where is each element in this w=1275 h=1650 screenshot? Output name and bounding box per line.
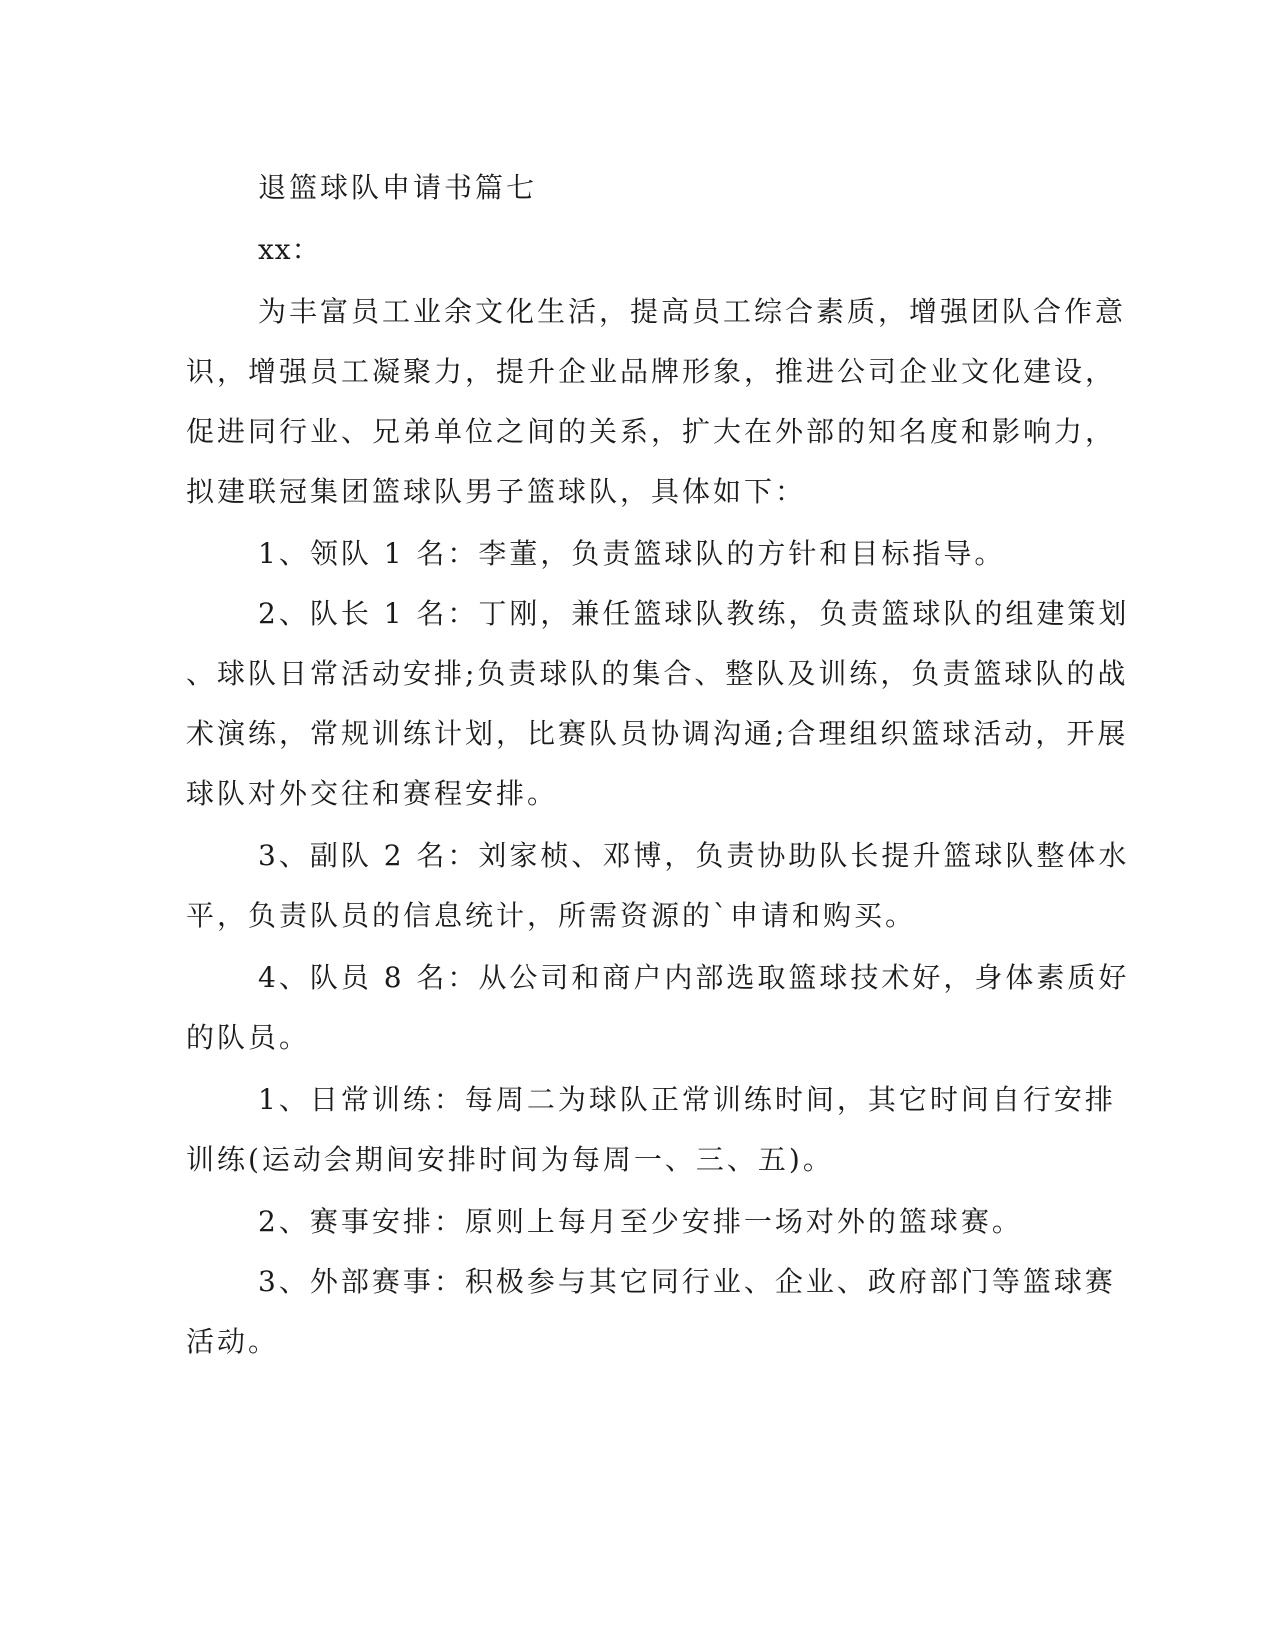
paragraph-line: 的队员。 — [186, 1021, 311, 1054]
salutation: xx： — [258, 233, 321, 266]
list-item-training: 1、日常训练：每周二为球队正常训练时间，其它时间自行安排 — [258, 1083, 1116, 1116]
paragraph-line: 球队对外交往和赛程安排。 — [186, 777, 559, 810]
paragraph-line: 训练(运动会期间安排时间为每周一、三、五)。 — [186, 1143, 834, 1176]
list-item-leader: 1、领队 1 名：李董，负责篮球队的方针和目标指导。 — [258, 537, 1006, 570]
paragraph-line: 拟建联冠集团篮球队男子篮球队，具体如下： — [186, 475, 807, 508]
document-title: 退篮球队申请书篇七 — [258, 171, 538, 204]
paragraph-line: 平，负责队员的信息统计，所需资源的`申请和购买。 — [186, 899, 917, 932]
paragraph-line: 识，增强员工凝聚力，提升企业品牌形象，推进公司企业文化建设， — [186, 355, 1117, 388]
list-item-external: 3、外部赛事：积极参与其它同行业、企业、政府部门等篮球赛 — [258, 1265, 1116, 1298]
paragraph-line: 活动。 — [186, 1325, 280, 1358]
paragraph-line: 术演练，常规训练计划，比赛队员协调沟通;合理组织篮球活动，开展 — [186, 717, 1129, 750]
paragraph-line: 为丰富员工业余文化生活，提高员工综合素质，增强团队合作意 — [258, 295, 1127, 328]
paragraph-line: 促进同行业、兄弟单位之间的关系，扩大在外部的知名度和影响力， — [186, 415, 1117, 448]
list-item-vice: 3、副队 2 名：刘家桢、邓博，负责协助队长提升篮球队整体水 — [258, 839, 1130, 872]
list-item-matches: 2、赛事安排：原则上每月至少安排一场对外的篮球赛。 — [258, 1205, 1023, 1238]
paragraph-line: 、球队日常活动安排;负责球队的集合、整队及训练，负责篮球队的战 — [186, 657, 1129, 690]
list-item-captain: 2、队长 1 名：丁刚，兼任篮球队教练，负责篮球队的组建策划 — [258, 597, 1130, 630]
list-item-members: 4、队员 8 名：从公司和商户内部选取篮球技术好，身体素质好 — [258, 961, 1130, 994]
